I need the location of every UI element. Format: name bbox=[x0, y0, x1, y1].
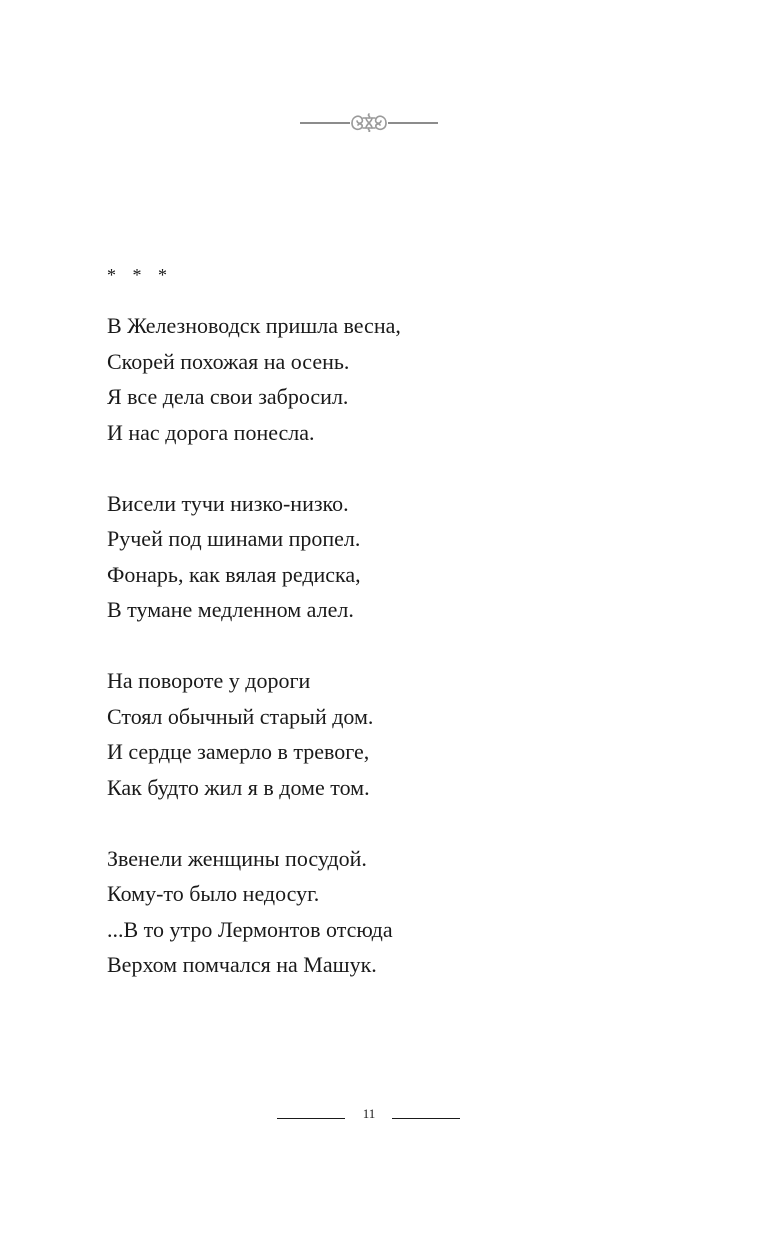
stanza-4 bbox=[107, 841, 667, 983]
section-separator: * * * bbox=[107, 265, 173, 285]
poem-line: И нас дорога понесла. bbox=[107, 419, 315, 445]
page-footer bbox=[0, 1104, 768, 1128]
poem-line: Висели тучи низко-низко. bbox=[107, 490, 349, 516]
poem-line: Верхом помчался на Машук. bbox=[107, 952, 377, 977]
poem-line: Звенели женщины посудой. bbox=[107, 845, 367, 871]
poem-line: Я все дела свои забросил. bbox=[107, 384, 349, 409]
stanza-2 bbox=[107, 486, 667, 628]
poem-line: Как будто жил я в доме том. bbox=[107, 774, 370, 800]
page-number: 11 bbox=[362, 1106, 376, 1121]
poem-line: В тумане медленном алел. bbox=[107, 597, 354, 622]
header-ornament bbox=[300, 102, 438, 132]
poem-line: На повороте у дороги bbox=[107, 668, 311, 693]
poem-line: И сердце замерло в тревоге, bbox=[107, 739, 370, 764]
poem-line: В Железноводск пришла весна, bbox=[107, 313, 401, 338]
poem bbox=[107, 262, 667, 1018]
poem-line: Стоял обычный старый дом. bbox=[107, 703, 374, 729]
poem-line: Кому-то было недосуг. bbox=[107, 881, 320, 906]
footer-rule-left bbox=[277, 1118, 345, 1119]
poem-line: Фонарь, как вялая редиска, bbox=[107, 561, 361, 587]
stanza-1 bbox=[107, 308, 667, 450]
scroll-flourish-icon bbox=[300, 102, 438, 132]
stanza-3 bbox=[107, 663, 667, 805]
poem-line: ...В то утро Лермонтов отсюда bbox=[107, 916, 393, 942]
footer-rule-right bbox=[392, 1118, 460, 1119]
poem-line: Скорей похожая на осень. bbox=[107, 348, 350, 374]
poem-line: Ручей под шинами пропел. bbox=[107, 526, 361, 551]
